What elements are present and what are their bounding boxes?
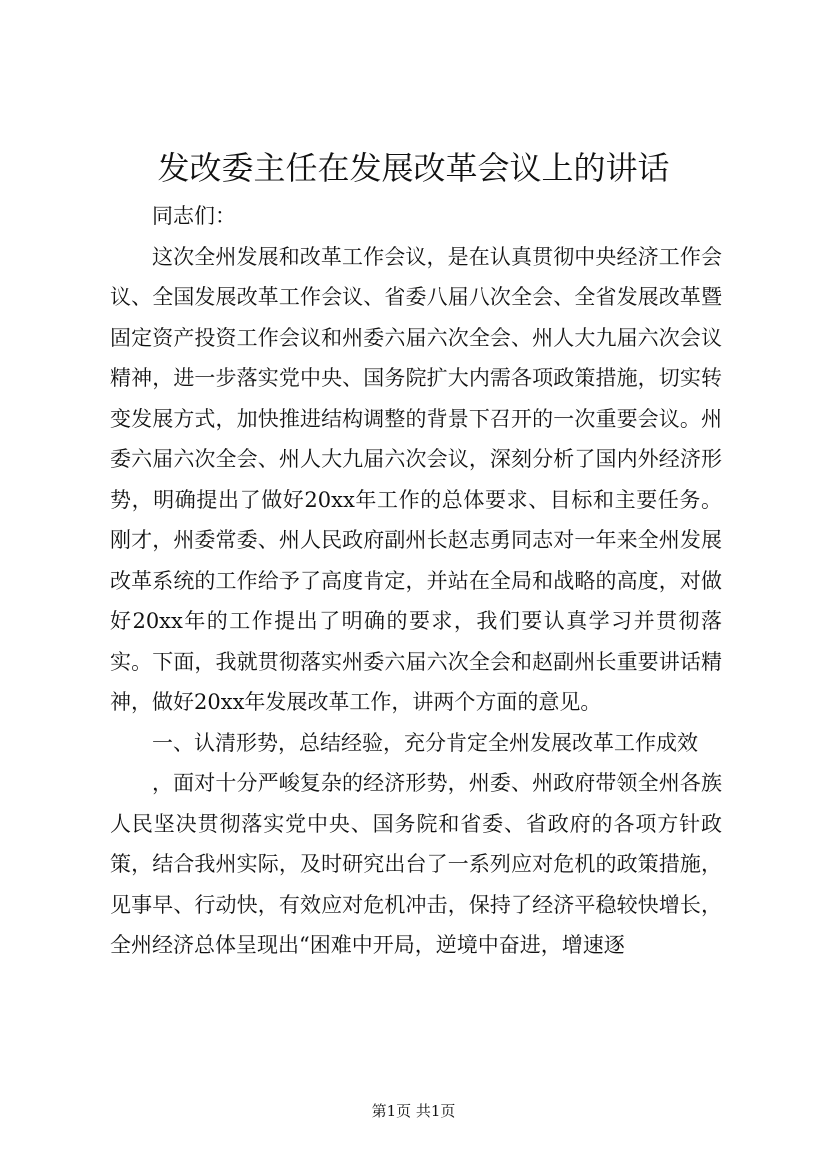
document-body — [110, 196, 722, 966]
document-title: 发改委主任在发展改革会议上的讲话 — [157, 149, 670, 187]
paragraph-intro: 这次全州发展和改革工作会议，是在认真贯彻中央经济工作会议、全国发展改革工作会议、省委八届八次全会、全省发展改革暨固定资产投资工作会议和州委六届六次全会、州人大九届六次会议精神，进一步落实党中央、国务院扩大内需各项政策措施，切实转变发展方式，加快推进结构调整的背景下召开的一次重要会议。州委六届六次全会、州人大九届六次会议，深刻分析了国内外经济形势，明确提出了做好20xx年工作的总体要求、目标和主要任务。刚才，州委常委、州人民政府副州长赵志勇同志对一年来全州发展改革系统的工作给予了高度肯定，并站在全局和战略的高度，对做好20xx年的工作提出了明确的要求，我们要认真学习并贯彻落实。下面，我就贯彻落实州委六届六次全会和赵副州长重要讲话精神，做好20xx年发展改革工作，讲两个方面的意见。 — [110, 244, 722, 714]
paragraph-salutation: 同志们： — [152, 204, 236, 228]
paragraph-section-1: ，面对十分严峻复杂的经济形势，州委、州政府带领全州各族人民坚决贯彻落实党中央、国务院和省委、省政府的各项方针政策，结合我州实际，及时研究出台了一系列应对危机的政策措施，见事早、行动快，有效应对危机冲击，保持了经济平稳较快增长，全州经济总体呈现出“困难中开局，逆境中奋进，增速逐 — [110, 771, 722, 957]
section-heading-1: 一、认清形势，总结经验，充分肯定全州发展改革工作成效 — [152, 730, 698, 755]
page-footer: 第1页 共1页 — [371, 1102, 456, 1120]
